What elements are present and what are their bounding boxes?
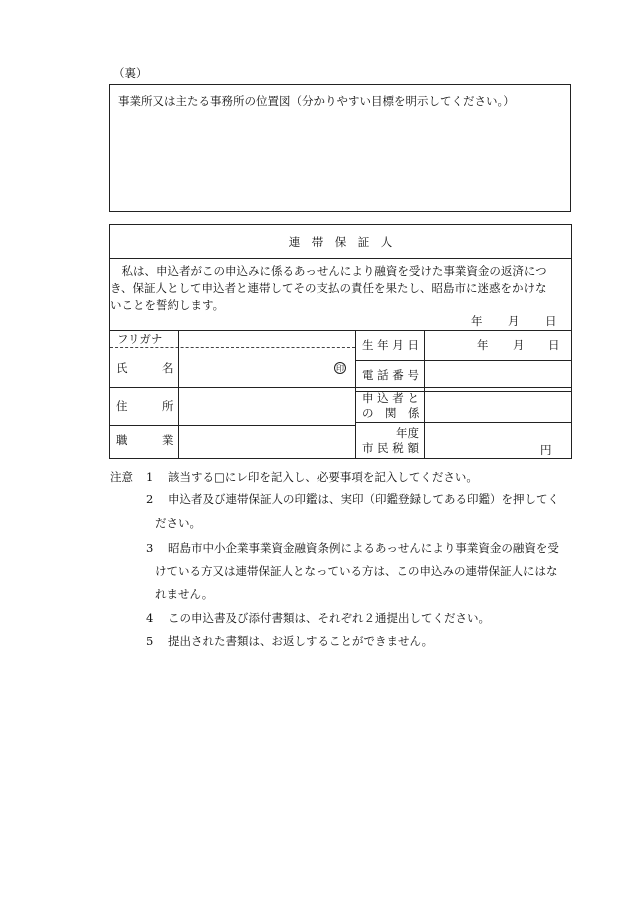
location-map-title: 事業所又は主たる事務所の位置図（分かりやすい目標を明示してください。） <box>118 94 515 108</box>
divider <box>110 258 571 259</box>
note-3-number: 3 <box>146 541 154 555</box>
name-label-1: 氏 <box>116 361 128 375</box>
note-3-line-3: れません。 <box>155 587 214 601</box>
relation-label-1: 申 込 者 と <box>362 391 419 405</box>
pledge-line-3: いことを誓約します。 <box>110 298 225 312</box>
furigana-label: フリガナ <box>117 332 163 346</box>
notes-heading: 注意 <box>110 470 133 484</box>
note-2-line-1: 申込者及び連帯保証人の印鑑は、実印（印鑑登録してある印鑑）を押してく <box>168 492 559 506</box>
occupation-input[interactable] <box>179 426 355 458</box>
note-1-number: 1 <box>146 470 154 484</box>
guarantor-title: 連 帯 保 証 人 <box>288 235 393 249</box>
tax-year-label: 年度 <box>396 426 419 440</box>
note-5-line-1: 提出された書類は、お返しすることができません。 <box>168 634 434 648</box>
pledge-date-year: 年 <box>471 314 483 328</box>
birthdate-input[interactable] <box>425 331 571 360</box>
birthdate-label: 生 年 月 日 <box>362 338 419 352</box>
relation-label-2: の 関 係 <box>362 406 420 420</box>
pledge-date-month: 月 <box>508 314 520 328</box>
note-3-line-1: 昭島市中小企業事業資金融資条例によるあっせんにより事業資金の融資を受 <box>168 541 559 555</box>
seal-icon: 印 <box>336 364 344 373</box>
tax-amount-label: 市 民 税 額 <box>362 441 419 455</box>
address-input[interactable] <box>179 388 355 425</box>
pledge-line-2: き、保証人として申込者と連帯してその支払の責任を果たし、昭島市に迷惑をかけな <box>110 281 547 295</box>
occupation-label-2: 業 <box>162 433 174 447</box>
phone-input[interactable] <box>425 361 571 391</box>
occupation-label-1: 職 <box>116 433 128 447</box>
location-map-box[interactable] <box>109 84 571 212</box>
name-label-2: 名 <box>162 361 174 375</box>
tax-amount-input[interactable] <box>425 423 571 458</box>
note-3-line-2: けている方又は連帯保証人となっている方は、この申込みの連帯保証人にはな <box>155 564 558 578</box>
note-1-line-1: 該当する□にレ印を記入し、必要事項を記入してください。 <box>168 470 478 484</box>
furigana-input[interactable] <box>179 331 355 347</box>
note-4-line-1: この申込書及び添付書類は、それぞれ２通提出してください。 <box>168 611 490 625</box>
birth-day: 日 <box>548 338 560 352</box>
note-2-number: 2 <box>146 492 154 506</box>
address-label-1: 住 <box>116 399 128 413</box>
note-2-line-2: ださい。 <box>155 516 201 530</box>
note-5-number: 5 <box>146 634 154 648</box>
note-4-number: 4 <box>146 611 154 625</box>
relation-input[interactable] <box>425 392 571 422</box>
pledge-date-day: 日 <box>545 314 557 328</box>
name-input[interactable] <box>179 348 355 387</box>
birth-year: 年 <box>477 338 489 352</box>
tax-unit: 円 <box>540 443 552 457</box>
joint-guarantor-table <box>109 224 572 459</box>
birth-month: 月 <box>513 338 525 352</box>
address-label-2: 所 <box>162 399 174 413</box>
divider <box>355 330 356 458</box>
back-label: （裏） <box>113 66 148 80</box>
pledge-line-1: 私は、申込者がこの申込みに係るあっせんにより融資を受けた事業資金の返済につ <box>110 264 547 278</box>
phone-label: 電 話 番 号 <box>362 368 419 382</box>
